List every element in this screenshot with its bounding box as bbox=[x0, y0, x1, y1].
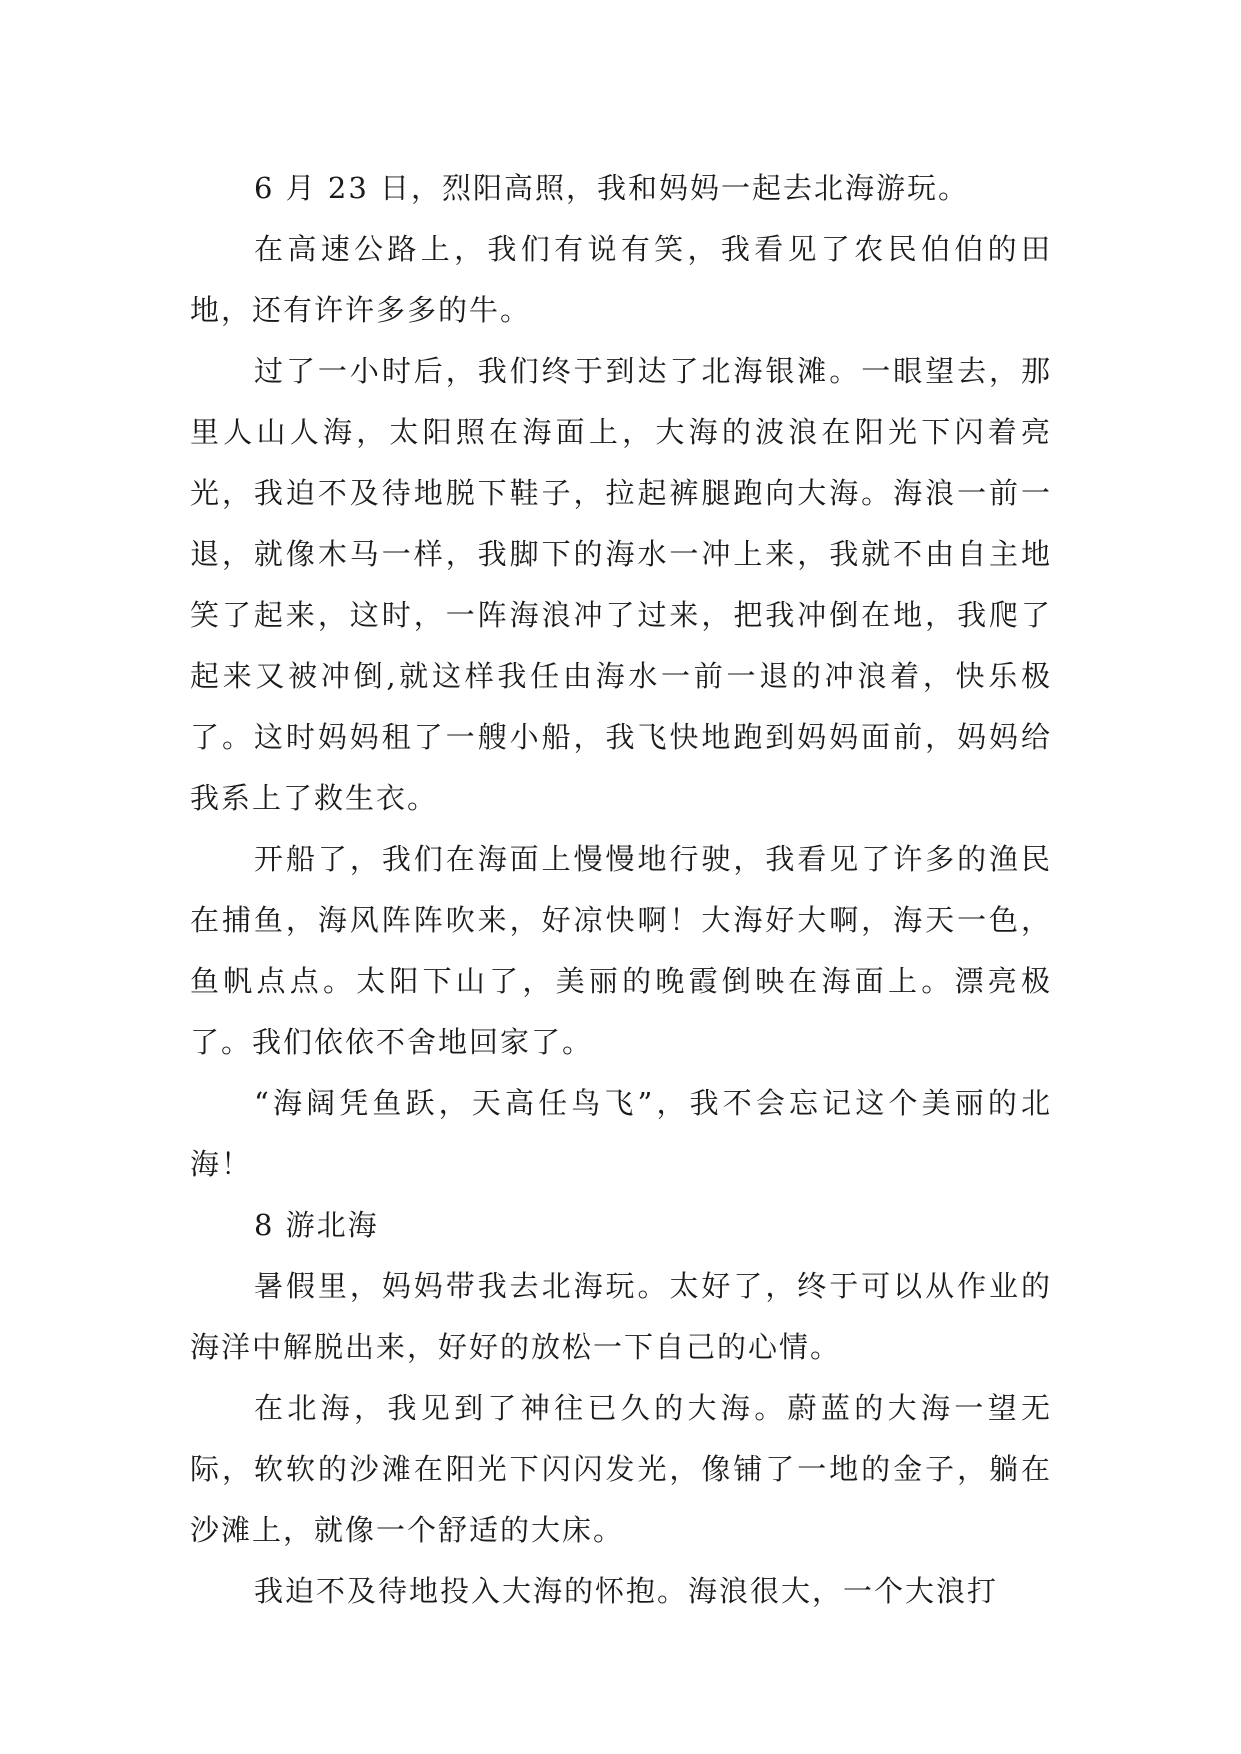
paragraph-sea: 在北海，我见到了神往已久的大海。蔚蓝的大海一望无际，软软的沙滩在阳光下闪闪发光，像铺了一地的金子，躺在沙滩上，就像一个舒适的大床。 bbox=[190, 1391, 1052, 1547]
paragraph-boat: 开船了，我们在海面上慢慢地行驶，我看见了许多的渔民在捕鱼，海风阵阵吹来，好凉快啊！大海好大啊，海天一色，鱼帆点点。太阳下山了，美丽的晚霞倒映在海面上。漂亮极了。我们依依不舍地回家了。 bbox=[190, 842, 1052, 1059]
document-body bbox=[190, 158, 1052, 1622]
paragraph-beach: 过了一小时后，我们终于到达了北海银滩。一眼望去，那里人山人海，太阳照在海面上，大海的波浪在阳光下闪着亮光，我迫不及待地脱下鞋子，拉起裤腿跑向大海。海浪一前一退，就像木马一样，我脚下的海水一冲上来，我就不由自主地笑了起来，这时，一阵海浪冲了过来，把我冲倒在地，我爬了起来又被冲倒,就这样我任由海水一前一退的冲浪着，快乐极了。这时妈妈租了一艘小船，我飞快地跑到妈妈面前，妈妈给我系上了救生衣。 bbox=[190, 354, 1052, 815]
paragraph-waves: 我迫不及待地投入大海的怀抱。海浪很大，一个大浪打 bbox=[254, 1574, 999, 1608]
paragraph-date: 6 月 23 日，烈阳高照，我和妈妈一起去北海游玩。 bbox=[254, 171, 970, 205]
paragraph-summer: 暑假里，妈妈带我去北海玩。太好了，终于可以从作业的海洋中解脱出来，好好的放松一下自己的心情。 bbox=[190, 1269, 1052, 1364]
paragraph-quote: “海阔凭鱼跃，天高任鸟飞”，我不会忘记这个美丽的北海！ bbox=[190, 1086, 1052, 1181]
section-heading: 8 游北海 bbox=[254, 1208, 379, 1242]
paragraph-highway: 在高速公路上，我们有说有笑，我看见了农民伯伯的田地，还有许许多多的牛。 bbox=[190, 232, 1052, 327]
